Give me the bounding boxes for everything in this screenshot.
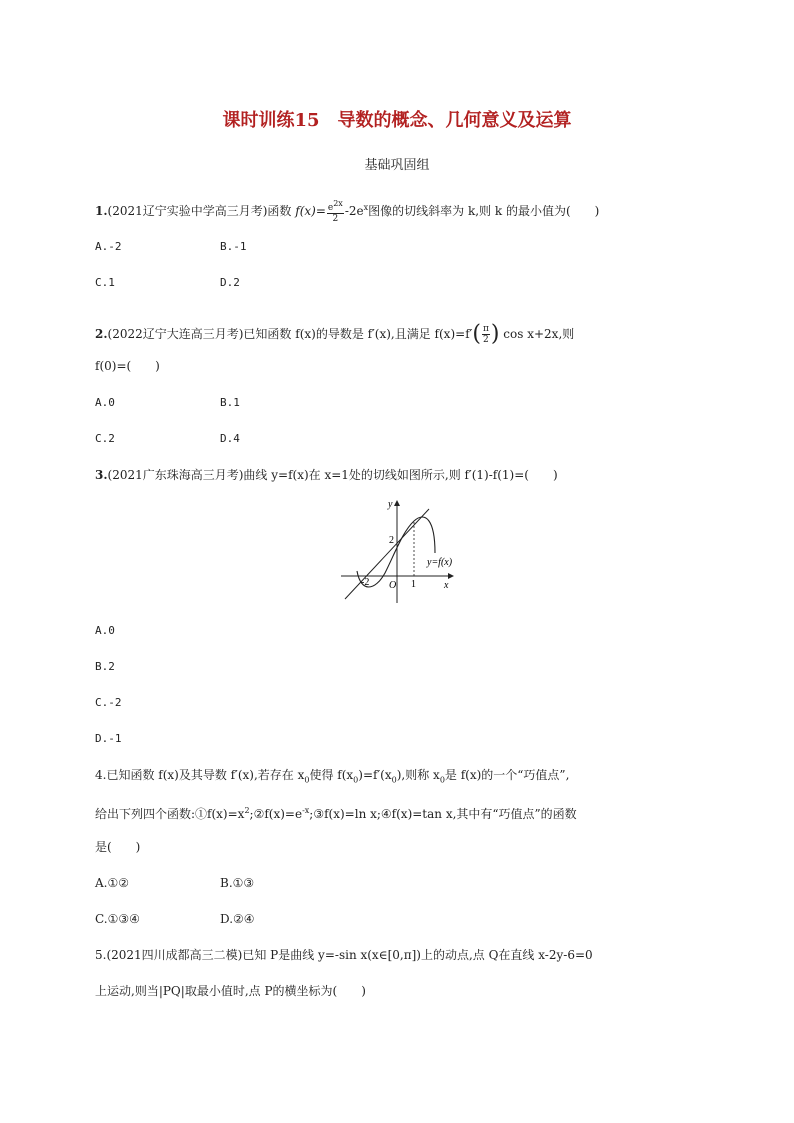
- option-d[interactable]: D.②④: [220, 912, 255, 926]
- option-b[interactable]: B.1: [220, 396, 240, 409]
- question-number: 3.: [95, 468, 108, 482]
- question-2-line-2: f(0)=( ): [95, 359, 160, 373]
- question-text: (2022辽宁大连高三月考)已知函数 f(x)的导数是 f′(x),且满足 f(x)=f′: [107, 327, 473, 341]
- fraction: $\frac{\pi}{2}$: [482, 324, 489, 345]
- question-source: (2021辽宁实验中学高三月考)函数: [107, 204, 296, 218]
- x-axis-label: x: [444, 580, 449, 591]
- question-number: 1.: [95, 204, 108, 218]
- option-c[interactable]: C.2: [95, 432, 115, 445]
- y-axis-label: y: [388, 499, 393, 510]
- option-a[interactable]: A.①②: [95, 876, 129, 890]
- question-5: 5.(2021四川成都高三二模)已知 P是曲线 y=-sin x(x∈[0,π])上的动点,点 Q在直线 x-2y-6=0: [95, 948, 593, 962]
- question-4-line-3: 是( ): [95, 840, 141, 854]
- option-b[interactable]: B.-1: [220, 240, 247, 253]
- question-4: 4.已知函数 f(x)及其导数 f′(x),若存在 $x_0$使得 $f(x_0)=f'(x_0)$,则称 $x_0$是 f(x)的一个“巧值点”,: [95, 768, 570, 785]
- option-d[interactable]: D.4: [220, 432, 240, 445]
- function-expr: f(x)=: [295, 204, 326, 218]
- question-4-line-2: 给出下列四个函数$:①f(x)=x^2;②f(x)=e^{-x};③f(x)=\ln$ x;④f(x)=tan x,其中有“巧值点”的函数: [95, 806, 577, 821]
- option-c[interactable]: C.①③④: [95, 912, 140, 926]
- question-2: 2.(2022辽宁大连高三月考)已知函数 f(x)的导数是 f′(x),且满足 f(x)=f′( $\frac{\pi}{2}$ ) cos x+2x,则: [95, 321, 575, 347]
- tangent-graph-figure: [337, 495, 459, 607]
- section-subtitle: 基础巩固组: [364, 158, 430, 173]
- tick-label-1: 1: [411, 579, 416, 590]
- question-text: (2021广东珠海高三月考)曲线 y=f(x)在 x=1处的切线如图所示,则 f′(1)-f(1)=( ): [107, 468, 558, 482]
- option-d[interactable]: D.-1: [95, 732, 122, 745]
- question-number: 2.: [95, 327, 108, 341]
- option-b[interactable]: B.2: [95, 660, 115, 673]
- option-a[interactable]: A.-2: [95, 240, 122, 253]
- fraction: $\frac{e^{2x}}{2}$: [327, 199, 343, 224]
- option-c[interactable]: C.-2: [95, 696, 122, 709]
- tick-label-2: 2: [389, 535, 394, 546]
- tick-label-neg2: -2: [361, 577, 370, 588]
- page-title: 课时训练15 导数的概念、几何意义及运算: [222, 110, 572, 131]
- curve-label: y=f(x): [427, 557, 453, 568]
- option-d[interactable]: D.2: [220, 276, 240, 289]
- option-a[interactable]: A.0: [95, 396, 115, 409]
- option-a[interactable]: A.0: [95, 624, 115, 637]
- question-text-cont: cos x+2x,则: [503, 327, 575, 341]
- origin-label: O: [389, 580, 397, 591]
- question-5-line-2: 上运动,则当|PQ|取最小值时,点 P的横坐标为( ): [95, 984, 366, 998]
- option-b[interactable]: B.①③: [220, 876, 255, 890]
- question-1: 1.(2021辽宁实验中学高三月考)函数 f(x)= $\frac{e^{2x}}{2}$ $-2e^x$图像的切线斜率为 k,则 k 的最小值为( ): [95, 199, 600, 224]
- question-3: [95, 468, 558, 482]
- tangent-line: [345, 509, 429, 599]
- question-text: 图像的切线斜率为 k,则 k 的最小值为( ): [368, 204, 600, 218]
- option-c[interactable]: C.1: [95, 276, 115, 289]
